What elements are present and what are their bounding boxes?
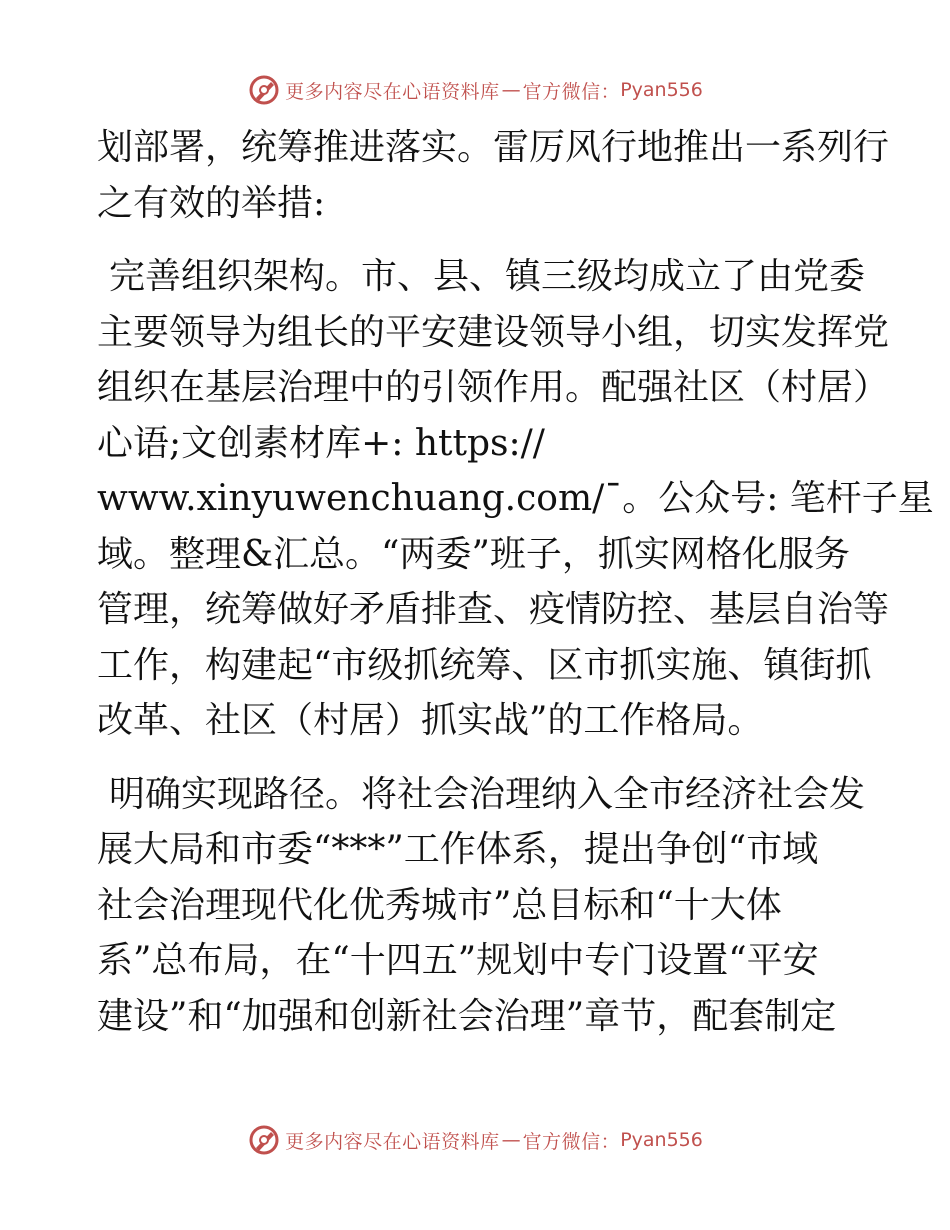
text-line: 心语;文创素材库+: https:// — [97, 422, 545, 464]
banner-text: 更多内容尽在心语资料库 — [285, 80, 500, 103]
banner-account: Pyan556 — [620, 1129, 703, 1151]
text-line: 社会治理现代化优秀城市”总目标和“十大体 — [97, 884, 782, 926]
banner-label: 官方微信： — [522, 1130, 621, 1153]
text-line: 系”总布局，在“十四五”规划中专门设置“平安 — [97, 940, 819, 981]
paragraph-1 — [97, 120, 890, 231]
text-line: 工作，构建起“市级抓统筹、区市抓实施、镇街抓 — [97, 644, 872, 686]
footer-watermark-banner — [0, 1120, 950, 1160]
banner-account: Pyan556 — [620, 79, 703, 101]
text-line: 之有效的举措: — [97, 182, 326, 224]
text-line: 展大局和市委“***”工作体系，提出争创“市域 — [97, 829, 819, 870]
text-line: 建设”和“加强和创新社会治理”章节，配套制定 — [97, 995, 837, 1037]
banner-dash: — — [501, 1129, 521, 1151]
pen-logo-icon — [247, 73, 281, 107]
text-line: 明确实现路径。将社会治理纳入全市经济社会发 — [109, 773, 866, 815]
text-line: 完善组织架构。市、县、镇三级均成立了由党委 — [109, 256, 866, 297]
paragraph-2 — [97, 249, 934, 749]
banner-text: 更多内容尽在心语资料库 — [285, 1130, 500, 1153]
text-line: 组织在基层治理中的引领作用。配强社区（村居） — [97, 367, 890, 408]
header-watermark-banner — [0, 70, 950, 110]
text-line: www.xinyuwenchuang.com/¯。公众号: 笔杆子星 — [97, 478, 934, 519]
banner-label: 官方微信： — [522, 80, 621, 103]
pen-logo-icon — [247, 1123, 281, 1157]
paragraph-3 — [97, 767, 866, 1045]
document-body — [97, 120, 934, 1062]
text-line: 主要领导为组长的平安建设领导小组，切实发挥党 — [97, 311, 890, 353]
text-line: 改革、社区（村居）抓实战”的工作格局。 — [97, 700, 764, 741]
text-line: 划部署，统筹推进落实。雷厉风行地推出一系列行 — [97, 127, 890, 168]
text-line: 管理，统筹做好矛盾排查、疫情防控、基层自治等 — [97, 589, 890, 630]
text-line: 域。整理&汇总。“两委”班子，抓实网格化服务 — [97, 533, 850, 575]
banner-dash: — — [501, 79, 521, 101]
